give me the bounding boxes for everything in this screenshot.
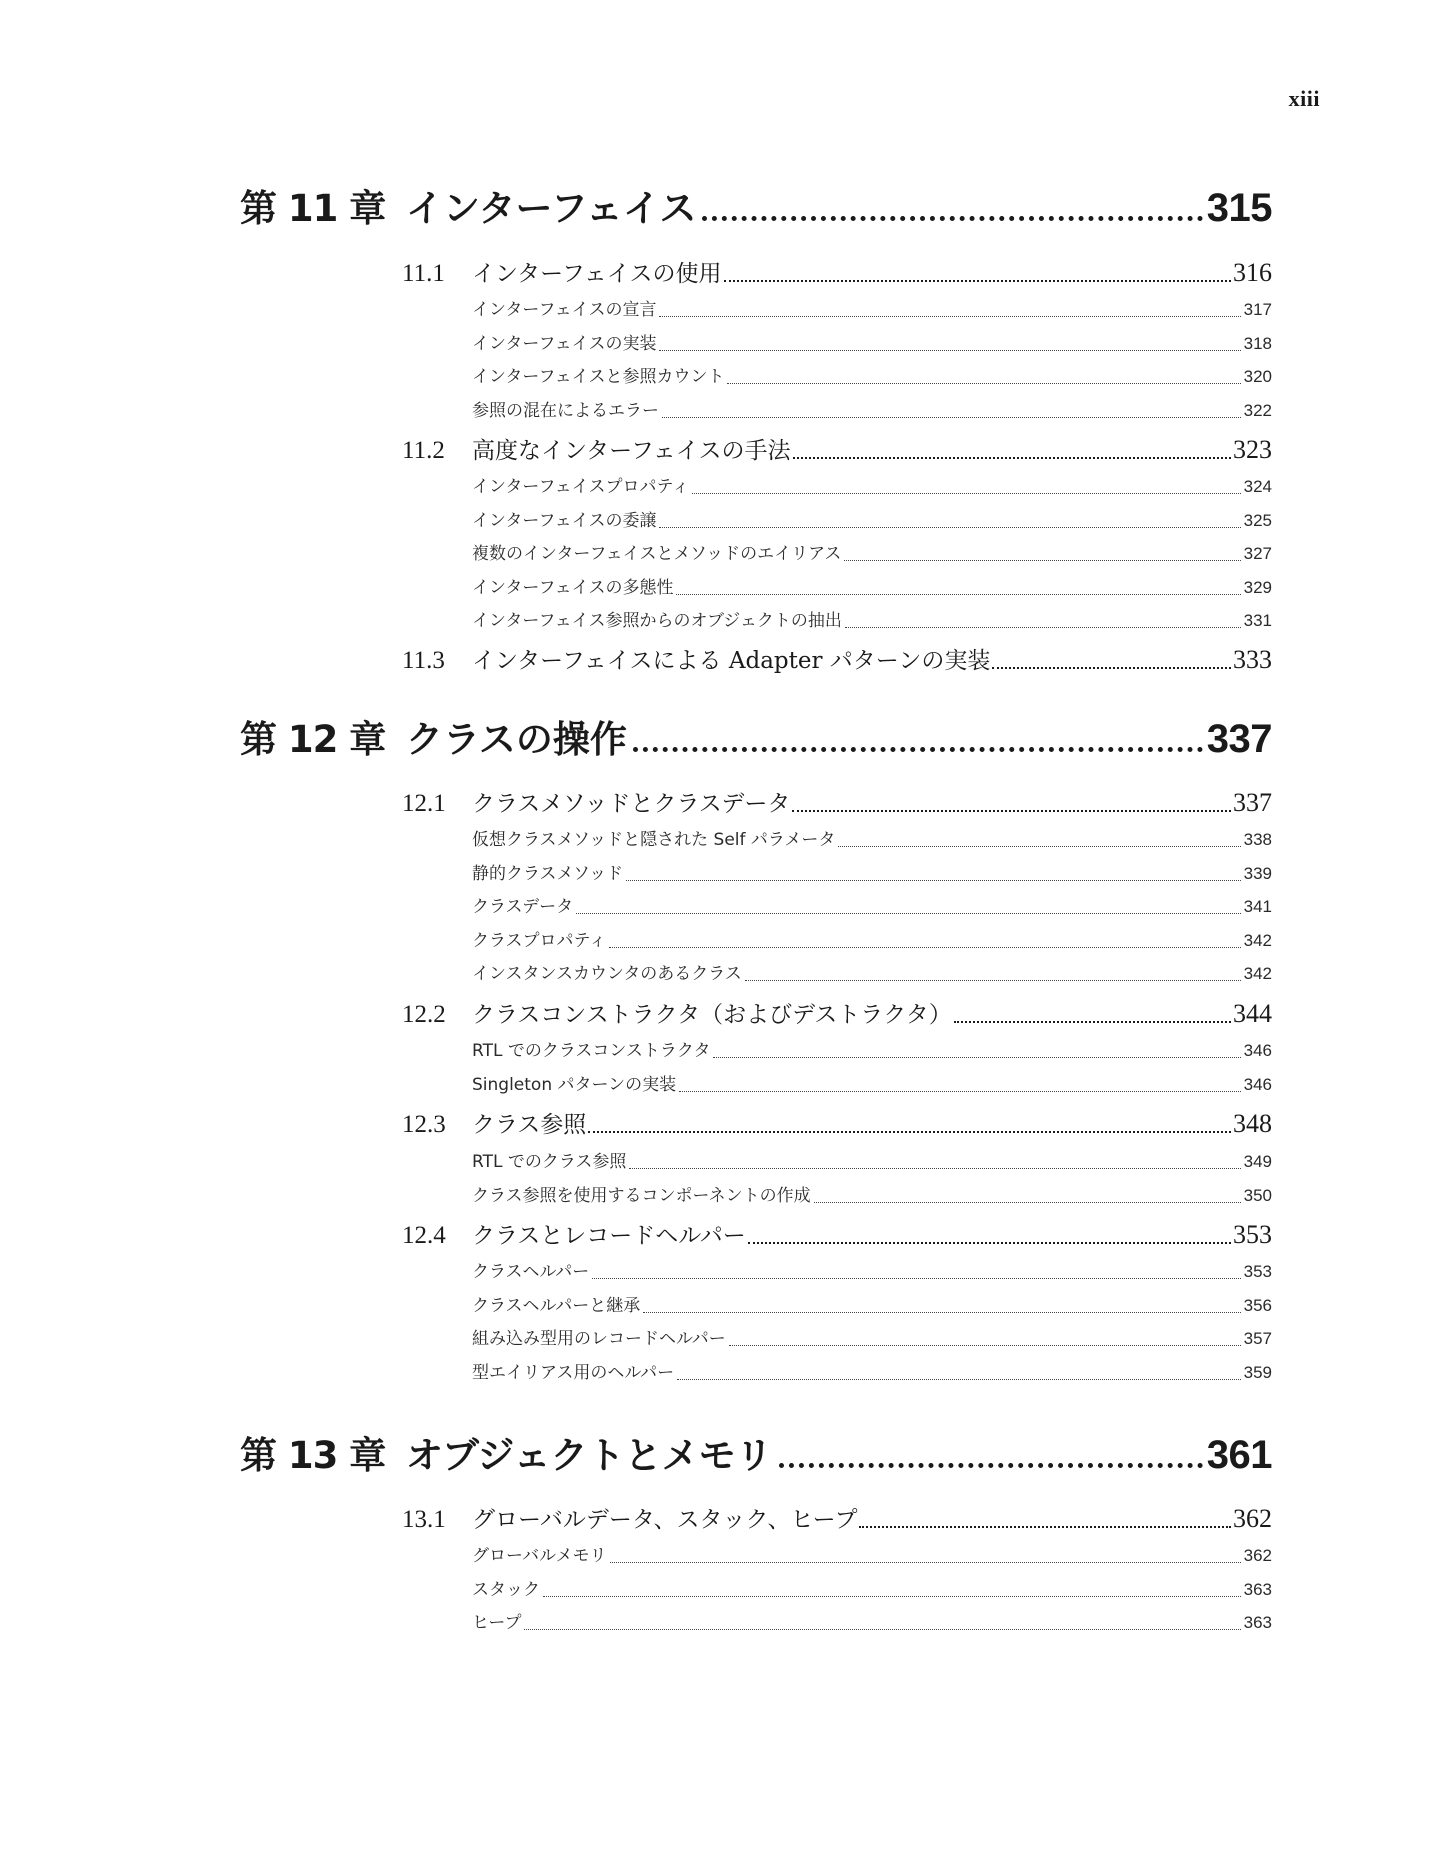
toc-item[interactable]	[472, 1360, 1272, 1386]
section-label: 12.4	[402, 1222, 446, 1249]
toc-item[interactable]	[472, 1038, 1272, 1064]
item-page: 356	[1243, 1296, 1272, 1315]
toc-item[interactable]	[472, 508, 1272, 534]
leader-dots	[609, 947, 1240, 948]
item-title: インターフェイスと参照カウント	[472, 367, 725, 387]
toc-item[interactable]	[472, 297, 1272, 323]
section-title: クラス参照	[472, 1112, 587, 1138]
section-label: 12.2	[402, 1001, 446, 1028]
item-page: 346	[1243, 1041, 1272, 1060]
toc-section-13-1[interactable]	[402, 1502, 1272, 1536]
toc-item[interactable]	[472, 1149, 1272, 1175]
section-page: 333	[1233, 645, 1272, 674]
chapter-title: インターフェイス	[406, 187, 697, 230]
leader-dots	[524, 1629, 1240, 1630]
item-title: RTL でのクラスコンストラクタ	[472, 1041, 711, 1061]
section-page: 348	[1233, 1109, 1272, 1138]
item-page: 362	[1243, 1546, 1272, 1565]
toc-item[interactable]	[472, 541, 1272, 567]
item-title: クラスヘルパーと継承	[472, 1296, 641, 1316]
section-page: 344	[1233, 999, 1272, 1028]
item-page: 359	[1243, 1363, 1272, 1382]
chapter-page: 361	[1206, 1433, 1272, 1477]
item-title: クラスヘルパー	[472, 1262, 590, 1282]
leader-dots	[592, 1278, 1240, 1279]
leader-dots	[844, 560, 1240, 561]
page-number: xiii	[1288, 86, 1320, 111]
section-title: インターフェイスの使用	[472, 261, 722, 287]
item-page: 327	[1243, 544, 1272, 563]
item-page: 320	[1243, 367, 1272, 386]
toc-section-11-3[interactable]	[402, 643, 1272, 677]
item-page: 338	[1243, 830, 1272, 849]
item-page: 357	[1243, 1329, 1272, 1348]
leader-dots	[727, 383, 1240, 384]
section-label: 11.1	[402, 260, 445, 287]
leader-dots	[724, 280, 1231, 282]
item-page: 322	[1243, 401, 1272, 420]
toc-item[interactable]	[472, 1072, 1272, 1098]
item-title: 仮想クラスメソッドと隠された Self パラメータ	[472, 830, 836, 850]
item-page: 329	[1243, 578, 1272, 597]
leader-dots	[859, 1526, 1231, 1528]
item-title: インターフェイスの宣言	[472, 300, 657, 320]
item-page: 317	[1243, 300, 1272, 319]
leader-dots	[729, 1345, 1241, 1346]
item-page: 363	[1243, 1613, 1272, 1632]
item-page: 318	[1243, 334, 1272, 353]
toc-item[interactable]	[472, 474, 1272, 500]
chapter-label: 第 11 章	[240, 187, 386, 230]
item-page: 339	[1243, 864, 1272, 883]
item-title: スタック	[472, 1580, 540, 1600]
toc-item[interactable]	[472, 1293, 1272, 1319]
toc-item[interactable]	[472, 1543, 1272, 1569]
section-page: 353	[1233, 1220, 1272, 1249]
leader-dots	[588, 1131, 1231, 1133]
leader-dots	[633, 747, 1203, 752]
leader-dots	[576, 913, 1240, 914]
item-page: 325	[1243, 511, 1272, 530]
leader-dots	[543, 1596, 1241, 1597]
toc-item[interactable]	[472, 1259, 1272, 1285]
toc-item[interactable]	[472, 861, 1272, 887]
leader-dots	[814, 1202, 1241, 1203]
leader-dots	[779, 1463, 1203, 1468]
leader-dots	[954, 1021, 1231, 1023]
toc-section-12-3[interactable]	[402, 1107, 1272, 1141]
leader-dots	[992, 667, 1231, 669]
leader-dots	[629, 1168, 1240, 1169]
leader-dots	[662, 417, 1241, 418]
section-label: 12.3	[402, 1111, 446, 1138]
toc-item[interactable]	[472, 608, 1272, 634]
section-label: 11.3	[402, 647, 445, 674]
toc-section-12-1[interactable]	[402, 786, 1272, 820]
toc-chapter-11[interactable]	[240, 183, 1272, 233]
section-label: 13.1	[402, 1506, 446, 1533]
item-title: 組み込み型用のレコードヘルパー	[472, 1329, 726, 1349]
leader-dots	[745, 980, 1241, 981]
chapter-label: 第 13 章	[240, 1434, 386, 1477]
section-label: 12.1	[402, 790, 446, 817]
item-page: 363	[1243, 1580, 1272, 1599]
leader-dots	[713, 1057, 1240, 1058]
chapter-page: 337	[1206, 717, 1272, 761]
item-title: インターフェイスの多態性	[472, 578, 674, 598]
item-title: クラス参照を使用するコンポーネントの作成	[472, 1186, 811, 1206]
section-title: グローバルデータ、スタック、ヒープ	[472, 1507, 858, 1533]
toc-item[interactable]	[472, 364, 1272, 390]
leader-dots	[748, 1242, 1231, 1244]
chapter-title: オブジェクトとメモリ	[406, 1434, 773, 1477]
item-page: 353	[1243, 1262, 1272, 1281]
item-page: 341	[1243, 897, 1272, 916]
leader-dots	[677, 1379, 1240, 1380]
item-title: クラスデータ	[472, 897, 574, 917]
toc-item[interactable]	[472, 1326, 1272, 1352]
toc-item[interactable]	[472, 827, 1272, 853]
section-page: 316	[1233, 258, 1272, 287]
section-title: 高度なインターフェイスの手法	[472, 438, 791, 464]
leader-dots	[610, 1562, 1241, 1563]
item-title: Singleton パターンの実装	[472, 1075, 677, 1095]
toc-item[interactable]	[472, 961, 1272, 987]
item-title: ヒープ	[472, 1613, 522, 1633]
item-title: グローバルメモリ	[472, 1546, 607, 1566]
item-page: 349	[1243, 1152, 1272, 1171]
leader-dots	[845, 627, 1241, 628]
item-title: 複数のインターフェイスとメソッドのエイリアス	[472, 544, 842, 564]
section-page: 337	[1233, 788, 1272, 817]
item-title: 静的クラスメソッド	[472, 864, 624, 884]
leader-dots	[643, 1312, 1240, 1313]
leader-dots	[659, 350, 1240, 351]
toc-item[interactable]	[472, 1610, 1272, 1636]
item-title: インスタンスカウンタのあるクラス	[472, 964, 742, 984]
toc-item[interactable]	[472, 1183, 1272, 1209]
toc-section-11-1[interactable]	[402, 256, 1272, 290]
toc-item[interactable]	[472, 575, 1272, 601]
section-title: クラスメソッドとクラスデータ	[472, 791, 791, 817]
section-title: インターフェイスによる Adapter パターンの実装	[472, 648, 991, 674]
item-title: 型エイリアス用のヘルパー	[472, 1363, 675, 1383]
toc-item[interactable]	[472, 331, 1272, 357]
item-page: 350	[1243, 1186, 1272, 1205]
toc-chapter-13[interactable]	[240, 1430, 1272, 1480]
section-page: 323	[1233, 435, 1272, 464]
item-page: 346	[1243, 1075, 1272, 1094]
leader-dots	[676, 594, 1240, 595]
item-title: RTL でのクラス参照	[472, 1152, 627, 1172]
item-page: 342	[1243, 964, 1272, 983]
item-page: 342	[1243, 931, 1272, 950]
leader-dots	[692, 493, 1241, 494]
chapter-label: 第 12 章	[240, 718, 386, 761]
toc-item[interactable]	[472, 398, 1272, 424]
section-title: クラスとレコードヘルパー	[472, 1223, 746, 1249]
chapter-title: クラスの操作	[406, 718, 627, 761]
toc-section-12-4[interactable]	[402, 1218, 1272, 1252]
toc-chapter-12[interactable]	[240, 714, 1272, 764]
toc-section-11-2[interactable]	[402, 433, 1272, 467]
item-title: 参照の混在によるエラー	[472, 401, 659, 421]
leader-dots	[838, 846, 1240, 847]
toc-item[interactable]	[472, 928, 1272, 954]
leader-dots	[659, 527, 1240, 528]
toc-item[interactable]	[472, 894, 1272, 920]
toc-section-12-2[interactable]	[402, 997, 1272, 1031]
chapter-page: 315	[1206, 186, 1272, 230]
leader-dots	[679, 1091, 1240, 1092]
section-label: 11.2	[402, 437, 445, 464]
item-title: インターフェイスプロパティ	[472, 477, 690, 497]
item-title: クラスプロパティ	[472, 931, 607, 951]
leader-dots	[793, 457, 1231, 459]
leader-dots	[659, 316, 1240, 317]
leader-dots	[702, 216, 1202, 221]
section-page: 362	[1233, 1504, 1272, 1533]
leader-dots	[792, 810, 1231, 812]
section-title: クラスコンストラクタ（およびデストラクタ）	[472, 1002, 952, 1028]
item-title: インターフェイスの委譲	[472, 511, 657, 531]
item-page: 331	[1243, 611, 1272, 630]
toc-item[interactable]	[472, 1577, 1272, 1603]
item-title: インターフェイス参照からのオブジェクトの抽出	[472, 611, 842, 631]
item-title: インターフェイスの実装	[472, 334, 657, 354]
item-page: 324	[1243, 477, 1272, 496]
leader-dots	[626, 880, 1240, 881]
